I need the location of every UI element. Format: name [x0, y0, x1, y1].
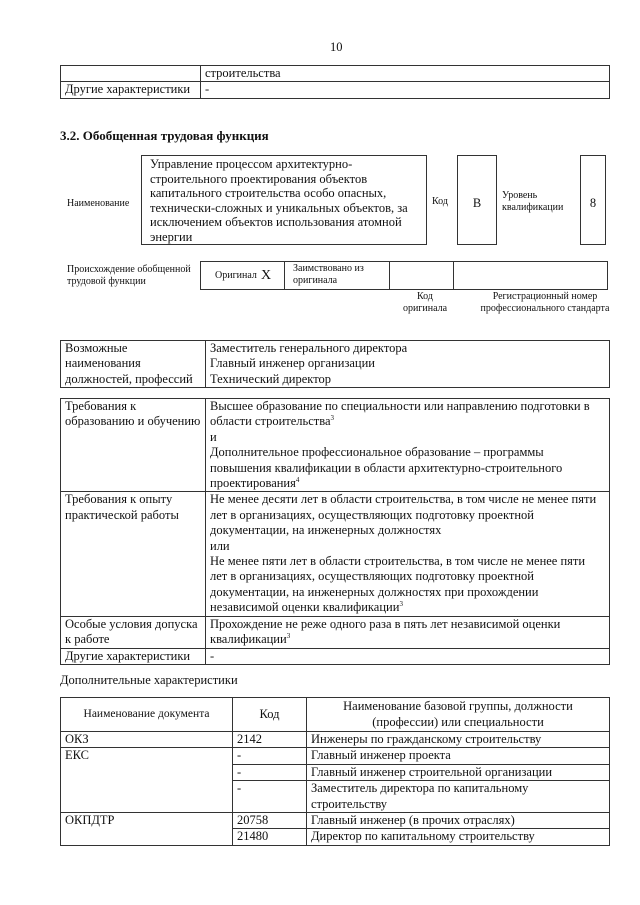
table-row — [61, 648, 610, 664]
positions-label: Возможные наименования должностей, профессий — [61, 341, 206, 388]
positions-table — [60, 340, 610, 388]
footnote-ref: 4 — [295, 475, 300, 484]
other-label: Другие характеристики — [61, 648, 206, 664]
cell: Главный инженер проекта — [307, 748, 610, 764]
table-header — [61, 698, 610, 732]
cell: - — [233, 748, 307, 764]
top-table — [60, 65, 610, 99]
cell: - — [201, 82, 610, 98]
table-row — [61, 492, 610, 616]
list-item: Технический директор — [210, 371, 331, 386]
cell: Другие характеристики — [61, 82, 201, 98]
footnote-ref: 3 — [330, 414, 335, 423]
table-row — [61, 732, 610, 748]
additional-table — [60, 697, 610, 846]
experience-label: Требования к опыту практической работы — [61, 492, 206, 616]
text: Высшее образование по специальности или направлению подготовки в области строительства — [210, 399, 590, 429]
name-label: Наименование — [67, 198, 130, 209]
name-value: Управление процессом архитектурно-строительного проектирования объектов капитального строительства особо опасных, технически-сложных и уникальных объектов, за исключением объектов использования атомной энергии — [141, 155, 427, 245]
cell: Инженеры по гражданскому строительству — [307, 732, 610, 748]
table-row — [61, 813, 610, 829]
text: Не менее пяти лет в области строительства, в том числе не менее пяти лет в организациях, осуществляющих подготовку проектной документации, на инженерных должностях при прохождении независимой оценки квалификации — [210, 554, 586, 615]
education-value — [206, 399, 610, 492]
cell: ОКЗ — [61, 732, 233, 748]
reg-number-caption: Регистрационный номер профессионального стандарта — [480, 291, 610, 314]
header-cell: Код — [233, 698, 307, 732]
cell: 21480 — [233, 829, 307, 845]
other-value: - — [206, 648, 610, 664]
cell — [61, 66, 201, 82]
cell: Главный инженер (в прочих отраслях) — [307, 813, 610, 829]
experience-value — [206, 492, 610, 616]
footnote-ref: 3 — [399, 600, 403, 609]
text: Дополнительное профессиональное образование – программы повышения квалификации в области архитектурно-строительного проектирования — [210, 445, 563, 491]
positions-list — [206, 341, 610, 388]
text: или — [210, 538, 230, 553]
text: Прохождение не реже одного раза в пять лет независимой оценки квалификации — [210, 616, 561, 647]
page-number: 10 — [330, 40, 343, 54]
code-value: В — [457, 155, 497, 245]
cell: ЕКС — [61, 748, 233, 813]
education-label: Требования к образованию и обучению — [61, 399, 206, 492]
footnote-ref: 3 — [286, 631, 291, 640]
level-value: 8 — [580, 155, 606, 245]
cell: 2142 — [233, 732, 307, 748]
header-cell: Наименование документа — [61, 698, 233, 732]
text: и — [210, 429, 217, 444]
cell: ОКПДТР — [61, 813, 233, 846]
header-cell: Наименование базовой группы, должности (профессии) или специальности — [307, 698, 610, 732]
table-row — [61, 616, 610, 648]
table-row — [61, 341, 610, 388]
cell: - — [233, 781, 307, 813]
table-row — [61, 399, 610, 492]
original-mark: X — [261, 268, 272, 283]
table-row — [61, 748, 610, 764]
additional-title: Дополнительные характеристики — [60, 673, 238, 687]
cell: Главный инженер строительной организации — [307, 764, 610, 780]
list-item: Заместитель генерального директора — [210, 341, 408, 355]
borrowed-label: Заимствовано из оригинала — [293, 263, 364, 286]
cell: строительства — [201, 66, 610, 82]
list-item: Главный инженер организации — [210, 356, 375, 371]
special-value — [206, 616, 610, 648]
original-label: Оригинал — [215, 270, 257, 281]
origin-row — [200, 261, 608, 290]
table-row — [61, 82, 610, 98]
origin-label: Происхождение обобщенной трудовой функции — [67, 264, 191, 287]
cell: 20758 — [233, 813, 307, 829]
cell: Заместитель директора по капитальному строительству — [307, 781, 610, 813]
level-label: Уровень квалификации — [502, 190, 564, 213]
special-label: Особые условия допуска к работе — [61, 616, 206, 648]
requirements-table — [60, 398, 610, 665]
table-row — [61, 66, 610, 82]
code-label: Код — [432, 196, 448, 207]
cell: Директор по капитальному строительству — [307, 829, 610, 845]
cell: - — [233, 764, 307, 780]
text: Не менее десяти лет в области строительства, в том числе не менее пяти лет в организациях, осуществляющих подготовку проектной документации, на инженерных должностях — [210, 492, 597, 538]
section-heading: 3.2. Обобщенная трудовая функция — [60, 128, 269, 143]
original-code-caption: Код оригинала — [402, 291, 448, 314]
